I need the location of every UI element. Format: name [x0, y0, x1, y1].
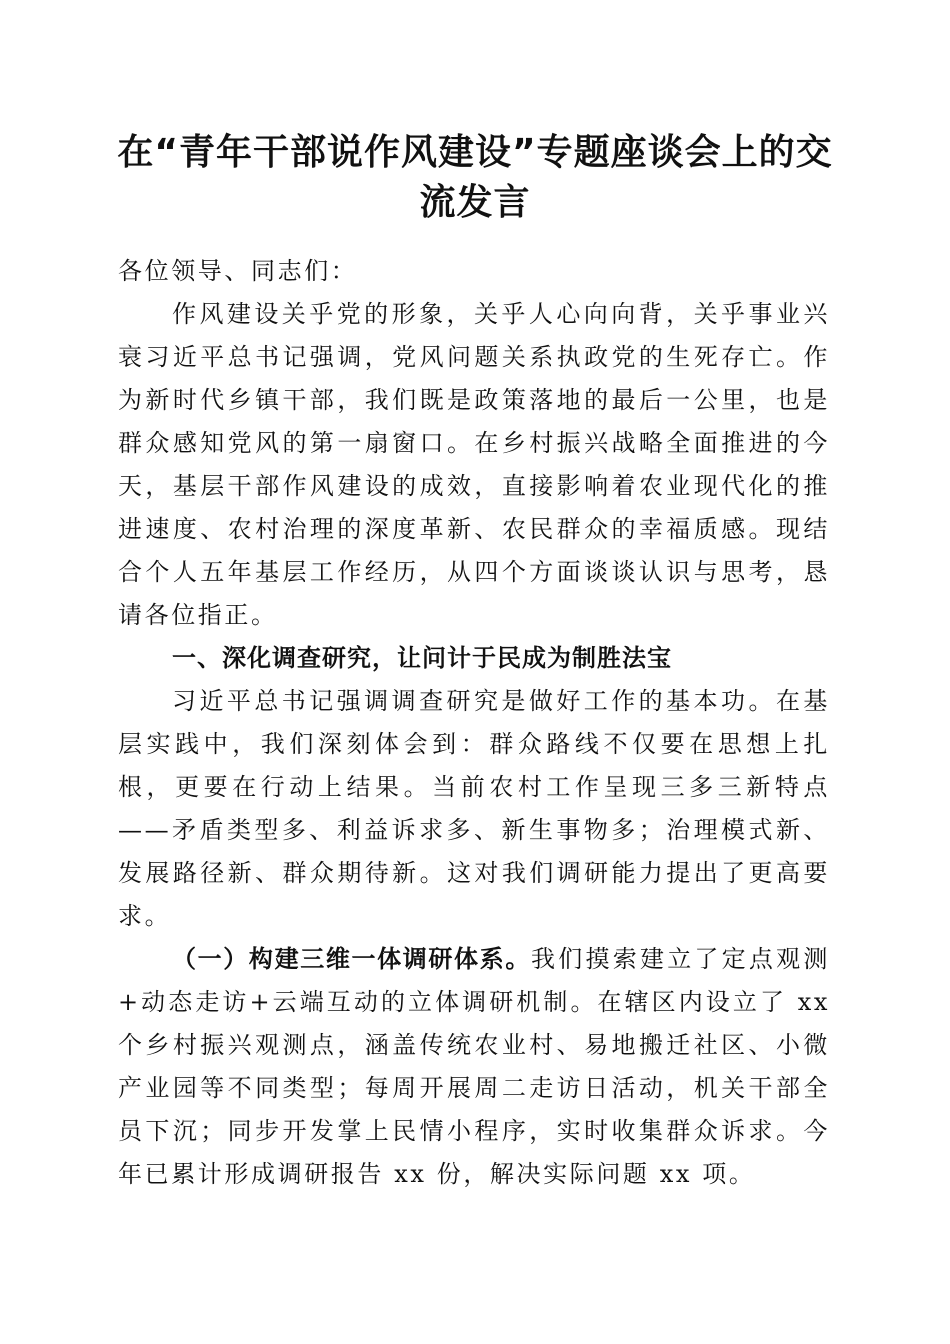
- section-1-heading: 一、深化调查研究，让问计于民成为制胜法宝: [172, 644, 672, 672]
- subsection-1-heading: （一）构建三维一体调研体系。: [172, 945, 531, 973]
- section-1-paragraph: 习近平总书记强调调查研究是做好工作的基本功。在基层实践中，我们深刻体会到：群众路线不仅要在思想上扎根，更要在行动上结果。当前农村工作呈现三多三新特点——矛盾类型多、利益诉求多、新生事物多；治理模式新、发展路径新、群众期待新。这对我们调研能力提出了更高要求。: [118, 687, 830, 930]
- salutation: 各位领导、同志们：: [118, 257, 358, 285]
- document-body: [118, 250, 830, 1196]
- title-line-2: 流发言: [419, 182, 531, 223]
- title-line-1: 在“青年干部说作风建设”专题座谈会上的交: [117, 132, 833, 173]
- subsection-1-text: 我们摸索建立了定点观测+动态走访+云端互动的立体调研机制。在辖区内设立了 xx 个乡村振兴观测点，涵盖传统农业村、易地搬迁社区、小微产业园等不同类型；每周开展周二走访日活动，机关干部全员下沉；同步开发掌上民情小程序，实时收集群众诉求。今年已累计形成调研报告 xx 份，解决实际问题 xx 项。: [118, 945, 830, 1188]
- subsection-1-paragraph: [118, 938, 830, 1196]
- intro-paragraph: 作风建设关乎党的形象，关乎人心向向背，关乎事业兴衰习近平总书记强调，党风问题关系执政党的生死存亡。作为新时代乡镇干部，我们既是政策落地的最后一公里，也是群众感知党风的第一扇窗口。在乡村振兴战略全面推进的今天，基层干部作风建设的成效，直接影响着农业现代化的推进速度、农村治理的深度革新、农民群众的幸福质感。现结合个人五年基层工作经历，从四个方面谈谈认识与思考，恳请各位指正。: [118, 300, 830, 629]
- document-title: [110, 128, 840, 228]
